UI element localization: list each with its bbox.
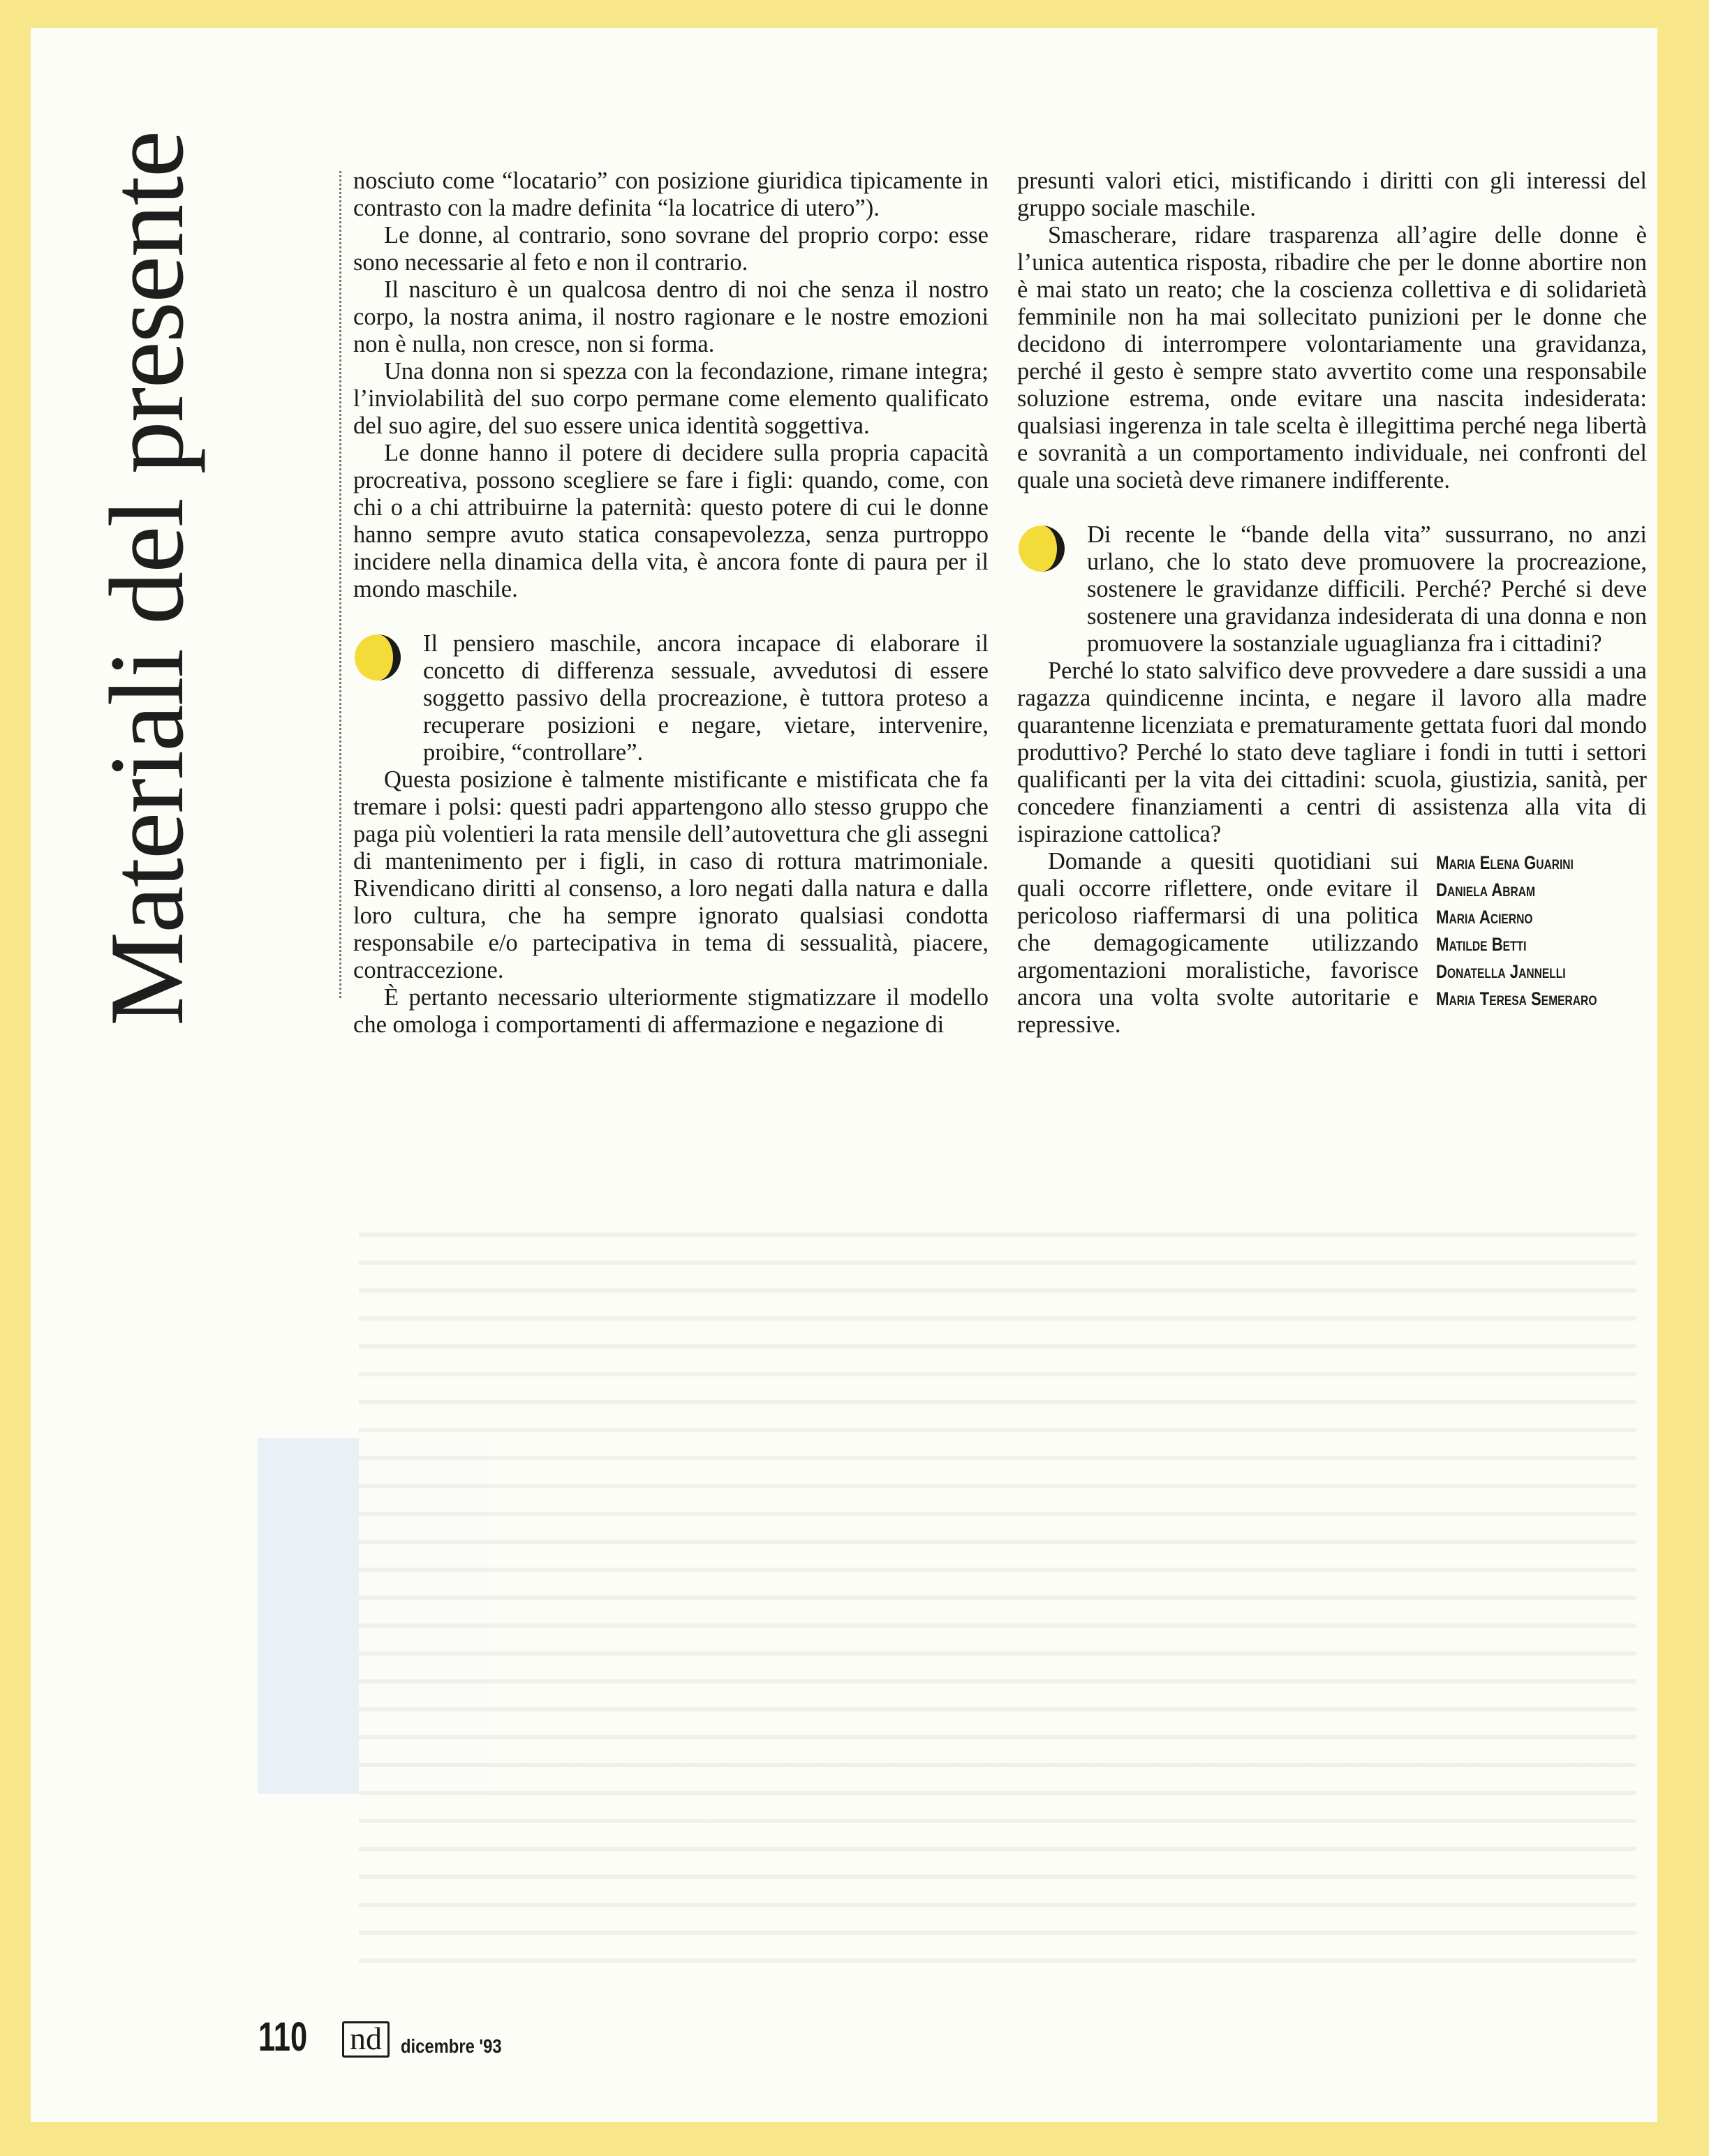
- signature-name: Maria Teresa Semeraro: [1436, 988, 1597, 1009]
- section-title: Materiali del presente: [88, 131, 205, 1026]
- magazine-logo: nd: [342, 2021, 390, 2058]
- signature-name: Daniela Abram: [1436, 879, 1536, 900]
- signature-name: Donatella Jannelli: [1436, 961, 1566, 982]
- paragraph: Questa posizione è talmente mistificante e mistificata che fa tremare i polsi: questi padri appartengono allo stesso gruppo che paga più volentieri la rata mensile dell’autovettura che gli assegni di mantenimento per i figli, in caso di rottura matrimoniale. Rivendicano diritti al consenso, a loro negati dalla natura e dalla loro cultura, che ha sempre ignorato qualsiasi condotta responsabile e/o partecipativa in tema di sessualità, piacere, contraccezione.: [353, 766, 989, 983]
- page-footer: [258, 2016, 519, 2058]
- left-column: [353, 168, 989, 1039]
- paragraph: Domande a quesiti quotidiani sui quali occorre riflettere, onde evitare il pericoloso riaffermarsi di una politica che demagogicamente utilizzando argomentazioni moralistiche, favorisce ancora una volta svolte autoritarie e repressive.: [1017, 848, 1419, 1038]
- dropcap-block: [1017, 521, 1647, 657]
- closing-with-signatures: [1017, 848, 1647, 1039]
- dropcap-block: [353, 630, 989, 766]
- magazine-page: [31, 28, 1657, 2122]
- signature-name: Maria Acierno: [1436, 907, 1533, 928]
- paragraph: È pertanto necessario ulteriormente stigmatizzare il modello che omologa i comportamenti di affermazione e negazione di: [353, 984, 989, 1038]
- signature-name: Matilde Betti: [1436, 934, 1527, 955]
- moon-icon: [1017, 524, 1066, 573]
- right-column: [1017, 168, 1647, 1039]
- paragraph: Di recente le “bande della vita” sussurrano, no anzi urlano, che lo stato deve promuovere la procreazione, sostenere le gravidanze difficili. Perché? Perché si deve sostenere una gravidanza indesiderata di una donna e non promuovere la sostanziale uguaglianza fra i cittadini?: [1087, 521, 1647, 657]
- paragraph: Una donna non si spezza con la fecondazione, rimane integra; l’inviolabilità del suo corpo permane come elemento qualificato del suo agire, del suo essere unica identità soggettiva.: [353, 358, 989, 439]
- paragraph: Smascherare, ridare trasparenza all’agire delle donne è l’unica autentica risposta, ribadire che per le donne abortire non è mai stato un reato; che la coscienza collettiva e di solidarietà femminile non ha mai sollecitato punizioni per le donne che decidono di interrompere volontariamente una gravidanza, perché il gesto è sempre stato avvertito come una responsabile soluzione estrema, onde evitare una nascita indesiderata: qualsiasi ingerenza in tale scelta è illegittima perché nega libertà e sovranità a un comportamento individuale, nei confronti del quale una società deve rimanere indifferente.: [1017, 222, 1647, 493]
- moon-icon: [353, 633, 402, 682]
- paragraph: Il pensiero maschile, ancora incapace di elaborare il concetto di differenza sessuale, avvedutosi di essere soggetto passivo della procreazione, è tuttora proteso a recuperare posizioni e negare, vietare, intervenire, proibire, “controllare”.: [423, 630, 989, 766]
- bleed-through-text: [359, 1214, 1636, 1968]
- paragraph: Perché lo stato salvifico deve provvedere a dare sussidi a una ragazza quindicenne incinta, e negare il lavoro alla madre quarantenne licenziata e prematuramente gettata fuori dal mondo produttivo? Perché lo stato deve tagliare i fondi in tutti i settori qualificanti per la vita dei cittadini: scuola, giustizia, sanità, per concedere finanziamenti a centri di assistenza alla vita di ispirazione cattolica?: [1017, 657, 1647, 847]
- signature-name: Maria Elena Guarini: [1436, 852, 1574, 873]
- signature-list: [1436, 849, 1613, 1013]
- page-number: 110: [258, 2014, 308, 2060]
- paragraph: presunti valori etici, mistificando i diritti con gli interessi del gruppo sociale maschile.: [1017, 168, 1647, 221]
- paragraph: Le donne, al contrario, sono sovrane del proprio corpo: esse sono necessarie al feto e non il contrario.: [353, 222, 989, 276]
- column-divider: [339, 171, 341, 998]
- paragraph: nosciuto come “locatario” con posizione giuridica tipicamente in contrasto con la madre definita “la locatrice di utero”).: [353, 168, 989, 221]
- paragraph: Le donne hanno il potere di decidere sulla propria capacità procreativa, possono scegliere se fare i figli: quando, come, con chi o a chi attribuirne la paternità: questo potere di cui le donne hanno sempre avuto statica consapevolezza, senza purtroppo incidere nella dinamica della vita, è ancora fonte di paura per il mondo maschile.: [353, 440, 989, 602]
- issue-date: dicembre '93: [401, 2035, 502, 2057]
- paragraph: Il nascituro è un qualcosa dentro di noi che senza il nostro corpo, la nostra anima, il nostro ragionare e le nostre emozioni non è nulla, non cresce, non si forma.: [353, 276, 989, 357]
